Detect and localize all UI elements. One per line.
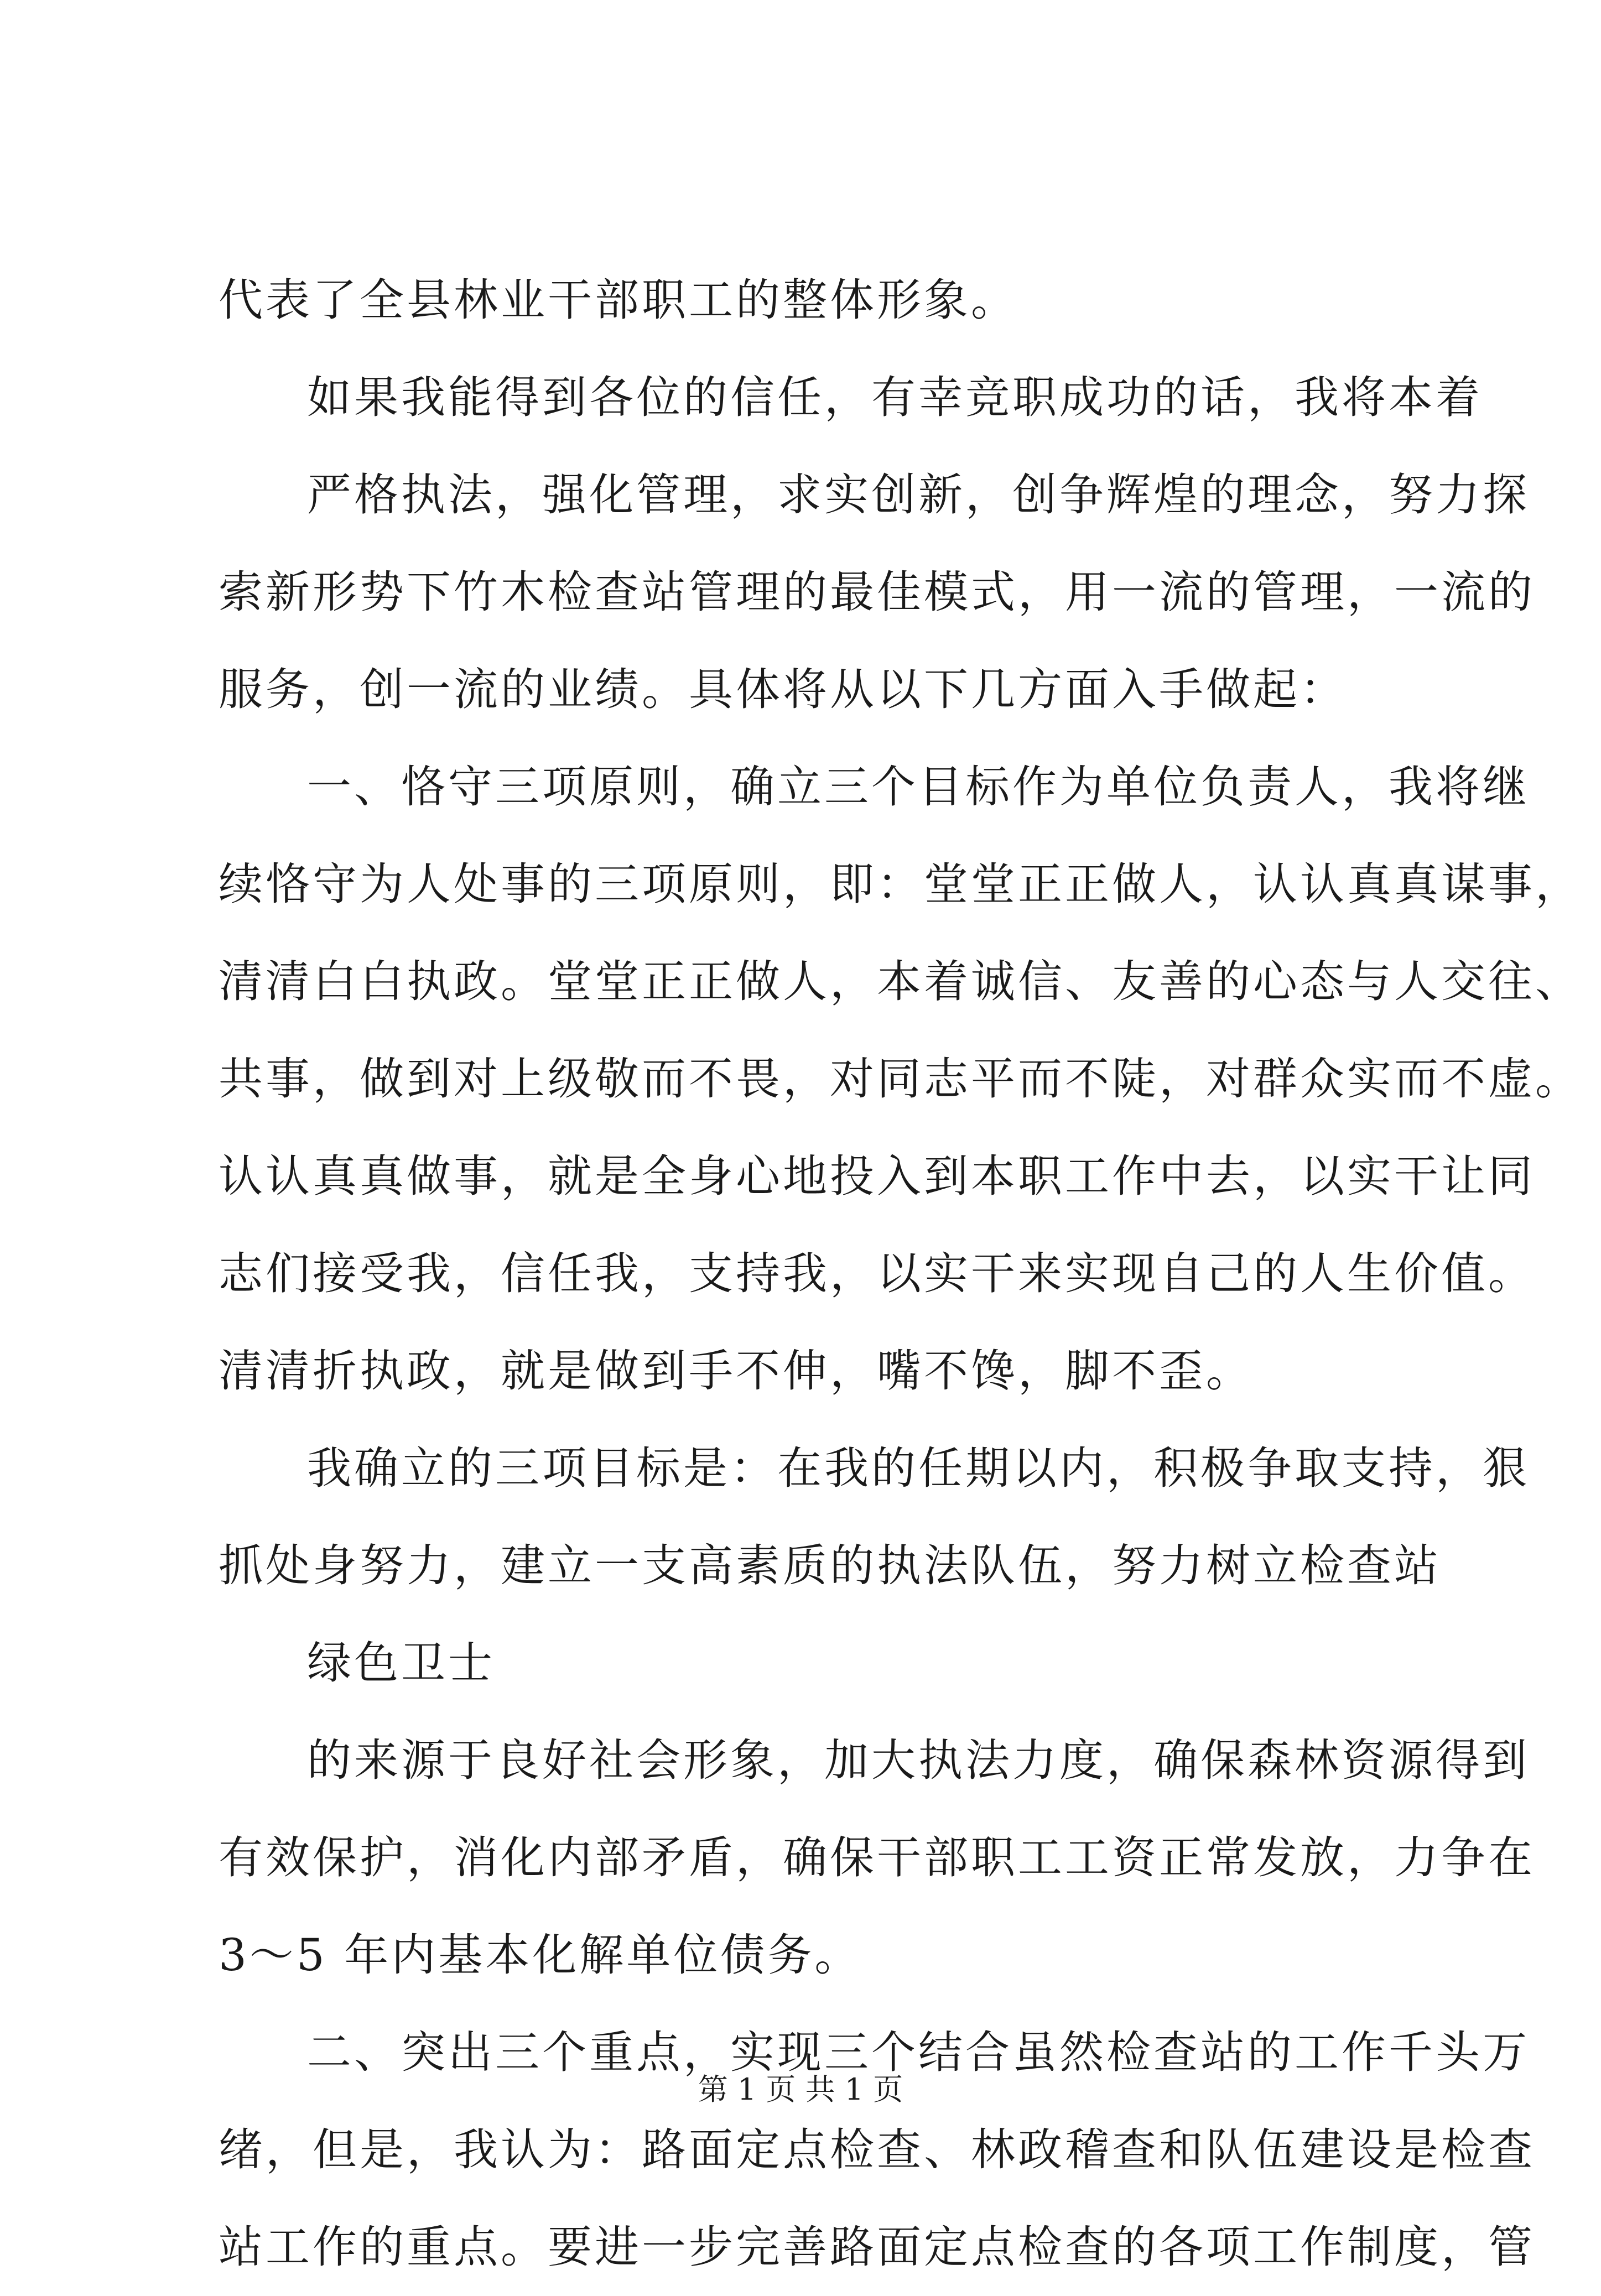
text-line: 二、突出三个重点，实现三个结合虽然检查站的工作千头万 — [307, 2027, 1530, 2078]
text-line: 共事，做到对上级敬而不畏，对同志平而不陡，对群众实而不虚。 — [219, 1053, 1582, 1105]
text-line: 代表了全县林业干部职工的整体形象。 — [219, 274, 1018, 326]
text-line: 服务，创一流的业绩。具体将从以下几方面入手做起： — [219, 664, 1347, 715]
text-line: 志们接受我，信任我，支持我，以实干来实现自己的人生价值。 — [219, 1248, 1535, 1299]
text-line: 绪，但是，我认为：路面定点检查、林政稽查和队伍建设是检查 — [219, 2124, 1535, 2175]
text-line: 清清折执政，就是做到手不伸，嘴不馋，脚不歪。 — [219, 1345, 1253, 1397]
text-line: 一、恪守三项原则，确立三个目标作为单位负责人，我将继 — [307, 761, 1530, 813]
text-line: 抓处身努力，建立一支高素质的执法队伍，努力树立检查站 — [219, 1540, 1441, 1591]
text-line: 3～5 年内基本化解单位债务。 — [219, 1929, 862, 1981]
document-body — [219, 252, 1582, 2296]
text-line: 站工作的重点。要进一步完善路面定点检查的各项工作制度，管 — [219, 2221, 1535, 2273]
text-line: 我确立的三项目标是：在我的任期以内，积极争取支持，狠 — [307, 1443, 1530, 1494]
text-line: 严格执法，强化管理，求实创新，创争辉煌的理念，努力探 — [307, 469, 1530, 520]
text-line: 索新形势下竹木检查站管理的最佳模式，用一流的管理，一流的 — [219, 566, 1535, 618]
text-line: 续恪守为人处事的三项原则，即：堂堂正正做人，认认真真谋事， — [219, 858, 1582, 910]
text-line: 绿色卫士 — [307, 1637, 495, 1689]
text-line: 认认真真做事，就是全身心地投入到本职工作中去，以实干让同 — [219, 1150, 1535, 1202]
page-number-footer: 第 1 页 共 1 页 — [698, 2072, 903, 2107]
text-line: 的来源于良好社会形象，加大执法力度，确保森林资源得到 — [307, 1735, 1530, 1786]
text-line: 有效保护，消化内部矛盾，确保干部职工工资正常发放，力争在 — [219, 1832, 1535, 1883]
text-line: 清清白白执政。堂堂正正做人，本着诚信、友善的心态与人交往、 — [219, 956, 1582, 1007]
text-line: 如果我能得到各位的信任，有幸竞职成功的话，我将本着 — [307, 372, 1483, 423]
